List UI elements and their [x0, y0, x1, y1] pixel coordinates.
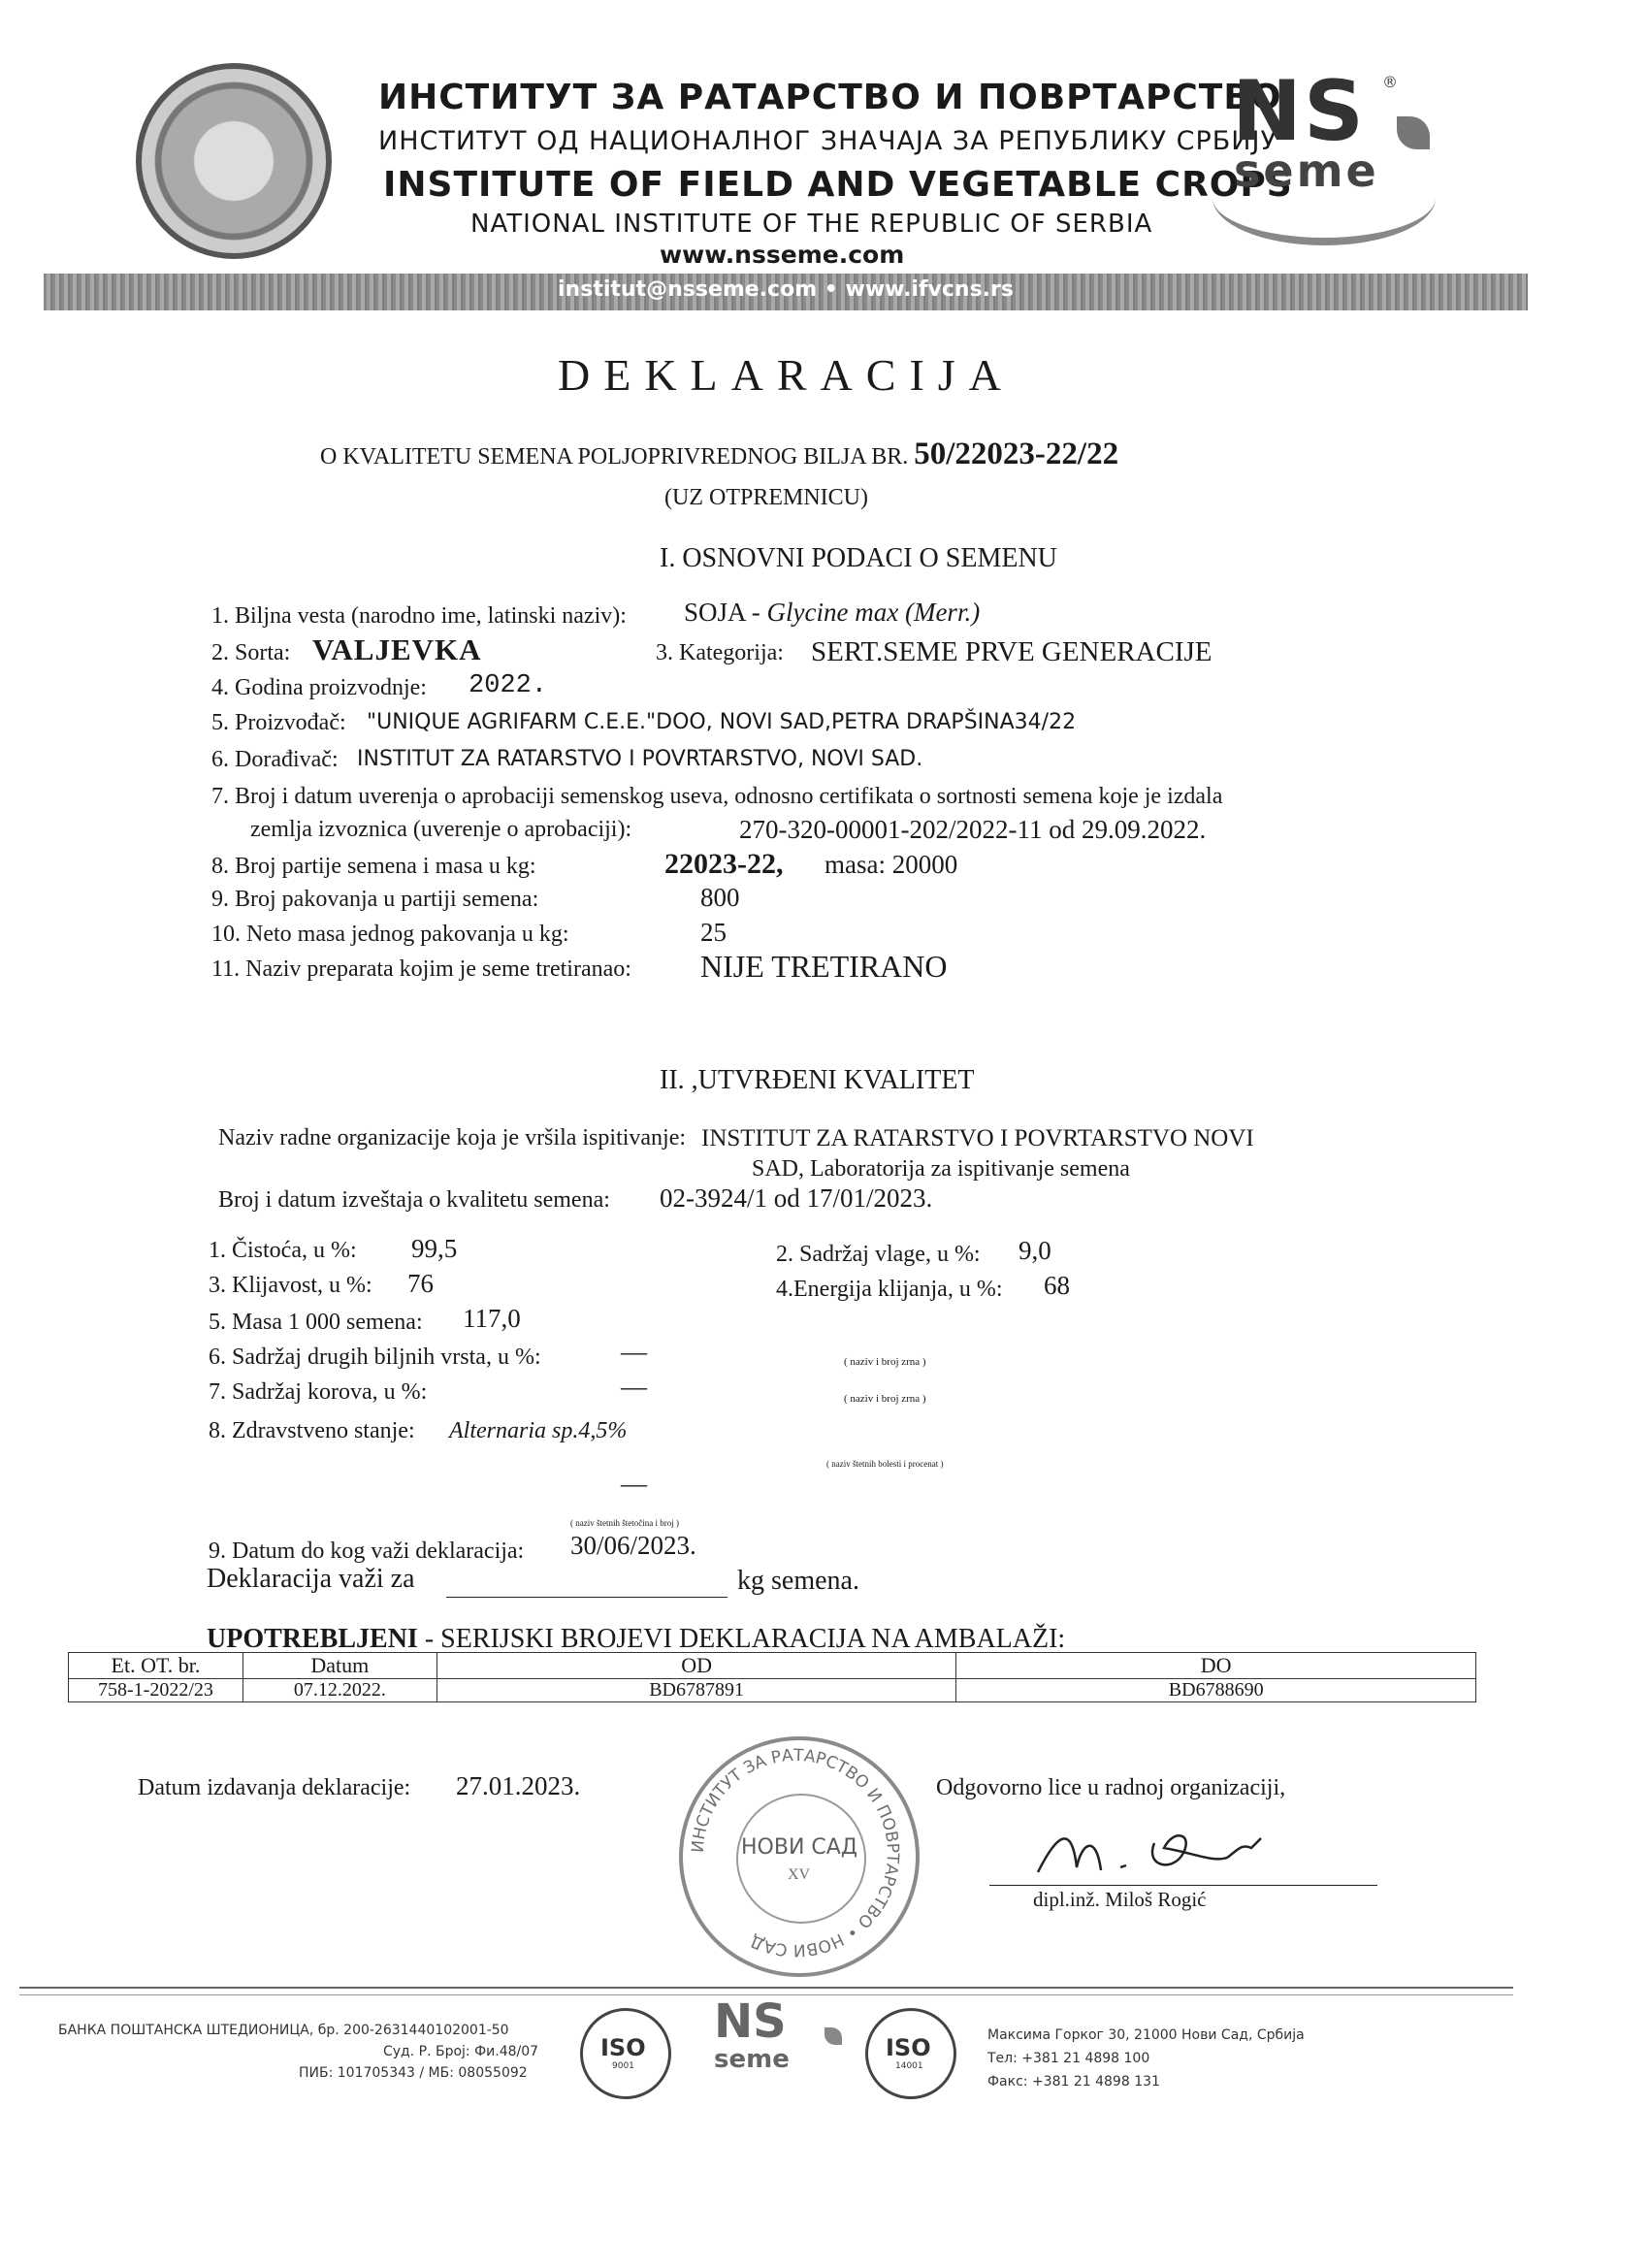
iso-14001-number: 14001 [895, 2061, 923, 2071]
field-7-label: 7. Broj i datum uverenja o aprobaciji semenskog useva, odnosno certifikata o sortnosti semena koje je izdala [211, 784, 1223, 809]
q7-label: 7. Sadržaj korova, u %: [209, 1379, 428, 1405]
q6-label: 6. Sadržaj drugih biljnih vrsta, u %: [209, 1345, 541, 1370]
field-11-value: NIJE TRETIRANO [700, 949, 948, 984]
iso-9001-number: 9001 [612, 2061, 634, 2071]
org-value: INSTITUT ZA RATARSTVO I POVRTARSTVO NOVI [701, 1125, 1254, 1151]
q5-value: 117,0 [463, 1304, 521, 1333]
field-7-label-2: zemlja izvoznica (uverenje o aprobaciji): [250, 817, 632, 842]
field-8-label: 8. Broj partije semena i masa u kg: [211, 854, 536, 879]
valid-amount-blank[interactable] [446, 1595, 728, 1598]
species-name: SOJA - [684, 598, 760, 627]
iso-14001-label: ISO [886, 2034, 931, 2061]
org-label: Naziv radne organizacije koja je vršila ispitivanje: [218, 1125, 687, 1150]
serials-title-rest: - SERIJSKI BROJEVI DEKLARACIJA NA AMBALAŽI: [417, 1624, 1066, 1654]
footer-tel: Тел: +381 21 4898 100 [987, 2051, 1150, 2066]
swoosh-icon [1212, 150, 1436, 245]
iso-9001-label: ISO [600, 2034, 646, 2061]
handwritten-signature [1028, 1814, 1280, 1892]
institute-subtitle-english: NATIONAL INSTITUTE OF THE REPUBLIC OF SERBIA [470, 210, 1153, 239]
field-10-value: 25 [700, 918, 727, 947]
table-row [69, 1679, 1476, 1702]
cell-od: BD6787891 [436, 1679, 956, 1702]
footer-court: Суд. Р. Број: Фи.48/07 [383, 2044, 539, 2059]
field-5-label: 5. Proizvođač: [211, 710, 346, 735]
ns-logo-text: NS [1232, 63, 1366, 160]
q9-label: 9. Datum do kog važi deklaracija: [209, 1539, 525, 1564]
serials-title-bold: UPOTREBLJENI [207, 1624, 418, 1654]
document-title: DEKLARACIJA [558, 350, 1015, 400]
q8-note: ( naziv štetnih bolesti i procenat ) [826, 1459, 944, 1469]
iso-14001-badge [865, 2008, 956, 2099]
cell-datum: 07.12.2022. [242, 1679, 436, 1702]
q4-label: 4.Energija klijanja, u %: [776, 1277, 1003, 1302]
issue-date-label: Datum izdavanja deklaracije: [138, 1775, 411, 1800]
field-2-value: VALJEVKA [312, 632, 482, 666]
q5-label: 5. Masa 1 000 semena: [209, 1310, 423, 1335]
section1-heading: I. OSNOVNI PODACI O SEMENU [660, 543, 1057, 573]
q3-label: 3. Klijavost, u %: [209, 1273, 372, 1298]
org-value-2: SAD, Laboratorija za ispitivanje semena [752, 1156, 1130, 1182]
footer-fax: Факс: +381 21 4898 131 [987, 2074, 1160, 2090]
q2-value: 9,0 [1018, 1236, 1051, 1265]
field-4-label: 4. Godina proizvodnje: [211, 675, 427, 700]
field-5-value: "UNIQUE AGRIFARM C.E.E."DOO, NOVI SAD,PETRA DRAPŠINA34/22 [367, 710, 1077, 734]
contact-band [44, 274, 1528, 310]
field-7-value: 270-320-00001-202/2022-11 od 29.09.2022. [739, 815, 1207, 844]
signature-line [989, 1884, 1377, 1886]
footer-pib: ПИБ: 101705343 / МБ: 08055092 [299, 2065, 528, 2081]
website-link[interactable]: www.nsseme.com [660, 241, 905, 269]
institute-subtitle-cyrillic: ИНСТИТУТ ОД НАЦИОНАЛНОГ ЗНАЧАЈА ЗА РЕПУБЛИКУ СРБИЈУ [378, 126, 1277, 156]
stamp-roman: XV [788, 1866, 811, 1883]
iso-9001-badge [580, 2008, 671, 2099]
field-3-value: SERT.SEME PRVE GENERACIJE [811, 636, 1212, 667]
field-11-label: 11. Naziv preparata kojim je seme tretiranao: [211, 956, 631, 982]
q8-note-2: ( naziv štetnih štetočina i broj ) [570, 1518, 679, 1528]
footer-leaf-icon [824, 2027, 842, 2045]
declaration-number: 50/22023-22/22 [914, 437, 1119, 471]
field-1-label: 1. Biljna vesta (narodno ime, latinski naziv): [211, 603, 627, 629]
q1-value: 99,5 [411, 1234, 458, 1263]
footer-rule-top [19, 1987, 1513, 1989]
document-subtitle [320, 437, 1118, 472]
institute-name-english: INSTITUTE OF FIELD AND VEGETABLE CROPS [383, 165, 1293, 205]
footer-seme-logo: seme [714, 2045, 790, 2074]
q7-note: ( naziv i broj zrna ) [844, 1393, 926, 1405]
q6-note: ( naziv i broj zrna ) [844, 1356, 926, 1368]
species-latin: Glycine max (Merr.) [766, 598, 981, 627]
subtitle-text: O KVALITETU SEMENA POLJOPRIVREDNOG BILJA BR. [320, 444, 909, 470]
field-6-value: INSTITUT ZA RATARSTVO I POVRTARSTVO, NOVI SAD. [357, 747, 923, 771]
issue-date-value: 27.01.2023. [456, 1771, 581, 1800]
col-header-et-ot: Et. OT. br. [69, 1653, 243, 1679]
responsible-label: Odgovorno lice u radnoj organizaciji, [936, 1775, 1286, 1800]
field-3-label: 3. Kategorija: [656, 640, 784, 665]
serials-table [68, 1652, 1476, 1702]
field-9-value: 800 [700, 883, 740, 912]
institute-seal-logo [136, 63, 332, 259]
official-stamp [679, 1736, 920, 1977]
col-header-datum: Datum [242, 1653, 436, 1679]
field-9-label: 9. Broj pakovanja u partiji semena: [211, 887, 539, 912]
ns-logo-reg: ® [1382, 73, 1398, 91]
q1-label: 1. Čistoća, u %: [209, 1238, 357, 1263]
report-value: 02-3924/1 od 17/01/2023. [660, 1183, 933, 1213]
q7-value: — [621, 1372, 647, 1401]
q3-value: 76 [407, 1269, 434, 1298]
q9-value: 30/06/2023. [570, 1531, 696, 1560]
q4-value: 68 [1044, 1271, 1070, 1300]
serials-header-row [69, 1653, 1476, 1679]
seme-logo-text: seme [1234, 145, 1379, 197]
section2-heading: II. ,UTVRĐENI KVALITET [660, 1065, 975, 1095]
uz-otpremnicu: (UZ OTPREMNICU) [664, 485, 868, 510]
field-4-value: 2022. [469, 671, 548, 700]
contact-band-text: institut@nsseme.com • www.ifvcns.rs [558, 277, 1014, 302]
q6-value: — [621, 1337, 647, 1366]
field-6-label: 6. Dorađivač: [211, 747, 339, 772]
q8-dash: — [621, 1469, 647, 1498]
footer-bank: БАНКА ПОШТАНСКА ШТЕДИОНИЦА, бр. 200-2631440102001-50 [58, 2023, 509, 2038]
valid-unit: kg semena. [737, 1566, 859, 1596]
footer-address: Максима Горког 30, 21000 Нови Сад, Србија [987, 2027, 1305, 2043]
signer-name: dipl.inž. Miloš Rogić [1033, 1888, 1207, 1911]
stamp-ring-textpath: ИНСТИТУТ ЗА РАТАРСТВО И ПОВРТАРСТВО • НОВИ САД [688, 1745, 903, 1960]
ns-seme-logo [1212, 63, 1465, 247]
col-header-od: OD [436, 1653, 956, 1679]
institute-name-cyrillic: ИНСТИТУТ ЗА РАТАРСТВО И ПОВРТАРСТВО [378, 78, 1282, 117]
field-10-label: 10. Neto masa jednog pakovanja u kg: [211, 922, 569, 947]
serials-title [207, 1624, 1065, 1655]
report-label: Broj i datum izveštaja o kvalitetu semena: [218, 1187, 610, 1213]
field-8-masa: masa: 20000 [824, 850, 958, 879]
field-2-label: 2. Sorta: [211, 640, 291, 665]
cell-do: BD6788690 [956, 1679, 1476, 1702]
stamp-center-text: НОВИ САД [741, 1835, 858, 1860]
field-1-value [684, 598, 980, 628]
q8-label: 8. Zdravstveno stanje: [209, 1418, 415, 1443]
field-8-lot: 22023-22, [664, 848, 784, 880]
cell-et-ot: 758-1-2022/23 [69, 1679, 243, 1702]
q2-label: 2. Sadržaj vlage, u %: [776, 1242, 981, 1267]
valid-label: Deklaracija važi za [207, 1564, 415, 1594]
q8-value: Alternaria sp.4,5% [449, 1418, 628, 1443]
footer-ns-logo: NS [714, 1994, 787, 2049]
leaf-icon [1397, 116, 1430, 149]
col-header-do: DO [956, 1653, 1476, 1679]
